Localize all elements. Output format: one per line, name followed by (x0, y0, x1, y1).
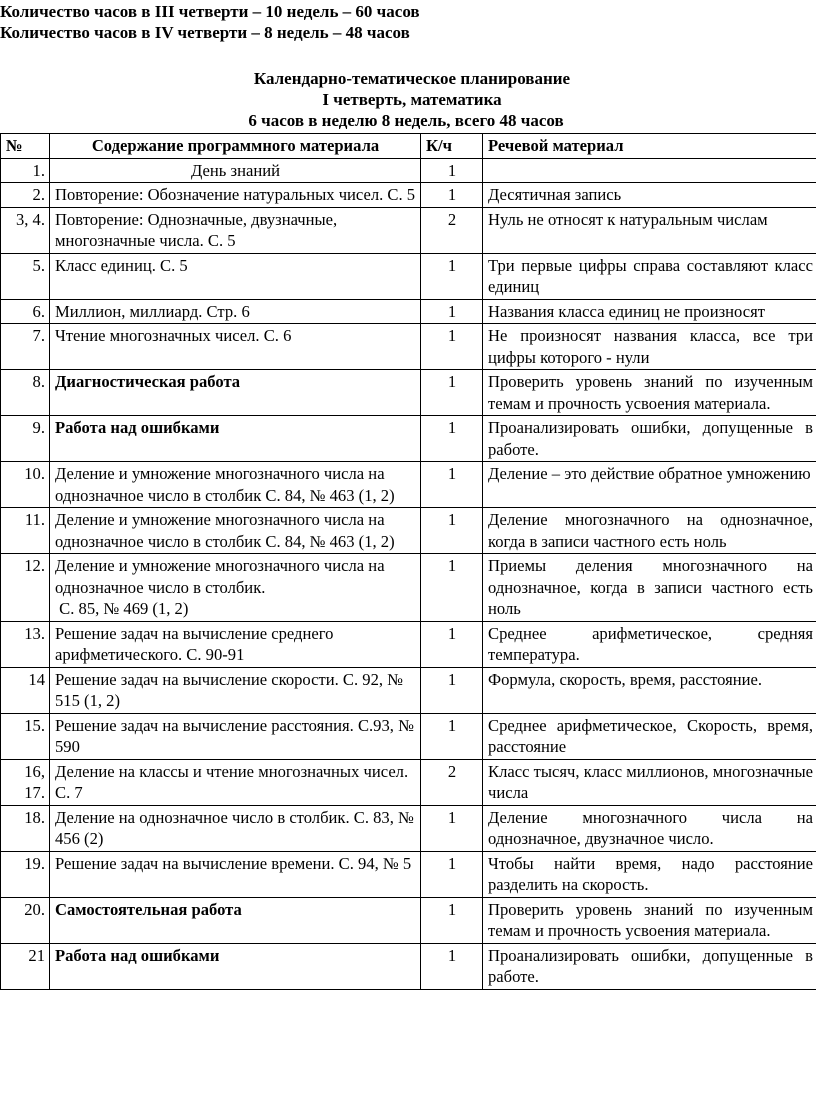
row-number: 6. (1, 299, 50, 324)
row-hours: 2 (421, 759, 483, 805)
row-speech: Среднее арифметическое, средняя температура. (483, 621, 816, 667)
row-topic: Решение задач на вычисление времени. С. 94, № 5 (50, 851, 421, 897)
row-speech: Не произносят названия класса, все три цифры которого - нули (483, 324, 816, 370)
row-number: 8. (1, 370, 50, 416)
row-hours: 1 (421, 943, 483, 989)
row-number: 20. (1, 897, 50, 943)
table-header-row (1, 134, 816, 159)
row-topic: Решение задач на вычисление расстояния. С.93, № 590 (50, 713, 421, 759)
row-speech: Класс тысяч, класс миллионов, многозначные числа (483, 759, 816, 805)
row-hours: 1 (421, 324, 483, 370)
table-row (1, 183, 816, 208)
row-speech: Проанализировать ошибки, допущенные в работе. (483, 416, 816, 462)
row-number: 12. (1, 554, 50, 622)
table-row (1, 370, 816, 416)
row-speech: Формула, скорость, время, расстояние. (483, 667, 816, 713)
row-hours: 1 (421, 416, 483, 462)
row-topic: Чтение многозначных чисел. С. 6 (50, 324, 421, 370)
table-row (1, 207, 816, 253)
column-header-hours: К/ч (421, 134, 483, 159)
table-row (1, 759, 816, 805)
row-number: 7. (1, 324, 50, 370)
row-number: 9. (1, 416, 50, 462)
row-speech: Нуль не относят к натуральным числам (483, 207, 816, 253)
row-hours: 1 (421, 805, 483, 851)
row-topic: Деление и умножение многозначного числа на однозначное число в столбик С. 84, № 463 (1, 2) (50, 508, 421, 554)
row-number: 3, 4. (1, 207, 50, 253)
row-number: 21 (1, 943, 50, 989)
table-row (1, 299, 816, 324)
row-number: 2. (1, 183, 50, 208)
row-hours: 1 (421, 462, 483, 508)
row-topic: Деление на классы и чтение многозначных чисел. С. 7 (50, 759, 421, 805)
row-topic (50, 554, 421, 622)
row-topic: Работа над ошибками (50, 416, 421, 462)
row-speech: Проверить уровень знаний по изученным темам и прочность усвоения материала. (483, 897, 816, 943)
row-topic: Решение задач на вычисление среднего арифметического. С. 90-91 (50, 621, 421, 667)
row-hours: 2 (421, 207, 483, 253)
document-title: Календарно-тематическое планирование (253, 69, 571, 88)
row-hours: 1 (421, 508, 483, 554)
row-topic: Миллион, миллиард. Стр. 6 (50, 299, 421, 324)
row-hours: 1 (421, 667, 483, 713)
column-header-speech: Речевой материал (483, 134, 816, 159)
row-topic: Диагностическая работа (50, 370, 421, 416)
row-number: 5. (1, 253, 50, 299)
table-row (1, 462, 816, 508)
row-hours: 1 (421, 713, 483, 759)
table-row (1, 324, 816, 370)
row-number: 1. (1, 158, 50, 183)
row-speech: Приемы деления многозначного на однозначное, когда в записи частного есть ноль (483, 554, 816, 622)
row-topic: Класс единиц. С. 5 (50, 253, 421, 299)
table-row (1, 621, 816, 667)
row-hours: 1 (421, 851, 483, 897)
row-speech (483, 158, 816, 183)
row-topic: Повторение: Обозначение натуральных чисел. С. 5 (50, 183, 421, 208)
row-number: 13. (1, 621, 50, 667)
row-speech: Деление многозначного на однозначное, когда в записи частного есть ноль (483, 508, 816, 554)
quarter-3-hours-line: Количество часов в III четверти – 10 недель – 60 часов (0, 2, 420, 21)
quarter-4-hours-line: Количество часов в IV четверти – 8 недель – 48 часов (0, 23, 410, 42)
row-speech: Десятичная запись (483, 183, 816, 208)
row-hours: 1 (421, 554, 483, 622)
table-row (1, 416, 816, 462)
table-row (1, 713, 816, 759)
row-number: 14 (1, 667, 50, 713)
row-hours: 1 (421, 370, 483, 416)
row-hours: 1 (421, 253, 483, 299)
row-topic: Самостоятельная работа (50, 897, 421, 943)
row-topic: День знаний (50, 158, 421, 183)
row-topic: Повторение: Однозначные, двузначные, многозначные числа. С. 5 (50, 207, 421, 253)
row-speech: Три первые цифры справа составляют класс единиц (483, 253, 816, 299)
table-row (1, 158, 816, 183)
row-topic-text: Деление и умножение многозначного числа на однозначное число в столбик. (55, 556, 385, 597)
row-speech: Проанализировать ошибки, допущенные в работе. (483, 943, 816, 989)
table-row (1, 851, 816, 897)
row-speech: Деление – это действие обратное умножению (483, 462, 816, 508)
row-topic: Деление на однозначное число в столбик. С. 83, № 456 (2) (50, 805, 421, 851)
row-hours: 1 (421, 897, 483, 943)
row-number: 10. (1, 462, 50, 508)
table-row (1, 253, 816, 299)
row-number: 15. (1, 713, 50, 759)
table-row (1, 943, 816, 989)
table-row (1, 805, 816, 851)
row-number: 11. (1, 508, 50, 554)
column-header-content: Содержание программного материала (50, 134, 421, 159)
row-topic: Работа над ошибками (50, 943, 421, 989)
hours-per-week-subtitle: 6 часов в неделю 8 недель, всего 48 часов (248, 111, 564, 130)
row-number: 19. (1, 851, 50, 897)
quarter-subject-subtitle: I четверть, математика (322, 90, 502, 109)
row-hours: 1 (421, 158, 483, 183)
row-hours: 1 (421, 621, 483, 667)
row-number: 18. (1, 805, 50, 851)
row-hours: 1 (421, 183, 483, 208)
column-header-number: № (1, 134, 50, 159)
row-number: 16, 17. (1, 759, 50, 805)
row-speech: Чтобы найти время, надо расстояние разделить на скорость. (483, 851, 816, 897)
row-speech: Деление многозначного числа на однозначное, двузначное число. (483, 805, 816, 851)
row-topic: Деление и умножение многозначного числа на однозначное число в столбик С. 84, № 463 (1, 2) (50, 462, 421, 508)
row-speech: Среднее арифметическое, Скорость, время, расстояние (483, 713, 816, 759)
table-row (1, 554, 816, 622)
planning-table (0, 133, 816, 990)
row-topic: Решение задач на вычисление скорости. С. 92, № 515 (1, 2) (50, 667, 421, 713)
table-row (1, 667, 816, 713)
row-hours: 1 (421, 299, 483, 324)
row-topic-page-ref: С. 85, № 469 (1, 2) (59, 599, 189, 618)
row-speech: Проверить уровень знаний по изученным темам и прочность усвоения материала. (483, 370, 816, 416)
row-speech: Названия класса единиц не произносят (483, 299, 816, 324)
table-row (1, 508, 816, 554)
table-row (1, 897, 816, 943)
